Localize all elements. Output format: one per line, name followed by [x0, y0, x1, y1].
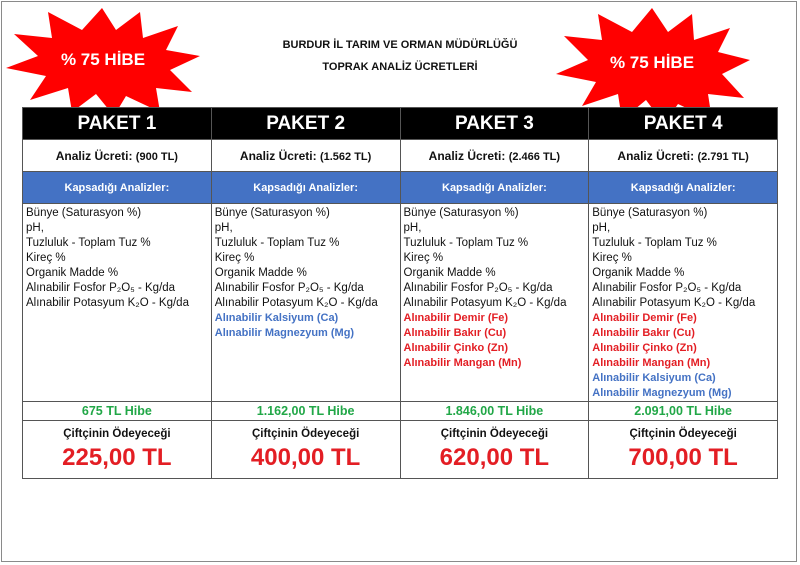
- coverage-header: Kapsadığı Analizler:: [23, 172, 212, 204]
- analysis-item: Bünye (Saturasyon %): [26, 207, 142, 219]
- package-1-fee: [23, 140, 212, 172]
- package-3-name: PAKET 3: [400, 108, 589, 140]
- payment-row: [23, 421, 778, 479]
- analysis-item: Alınabilir Potasyum K₂O - Kg/da: [403, 297, 567, 309]
- analysis-item: Tuzluluk - Toplam Tuz %: [403, 237, 529, 249]
- analysis-item: Bünye (Saturasyon %): [592, 207, 708, 219]
- analysis-item: Tuzluluk - Toplam Tuz %: [26, 237, 151, 249]
- payer-label: Çiftçinin Ödeyeceği: [251, 428, 360, 440]
- analysis-item: Kireç %: [403, 252, 444, 264]
- package-1-analysis-list: [23, 204, 212, 402]
- fee-label: Analiz Ücreti:: [617, 148, 695, 163]
- fee-label: Analiz Ücreti:: [55, 148, 133, 163]
- package-3-payment: [400, 421, 589, 479]
- package-4-analysis-list: [589, 204, 778, 402]
- fee-value: (900 TL): [135, 150, 178, 163]
- payment-amount: 225,00 TL: [62, 444, 172, 471]
- package-1-payment: [23, 421, 212, 479]
- analysis-item: Kireç %: [26, 252, 66, 264]
- package-4-name: PAKET 4: [589, 108, 778, 140]
- analysis-item: Alınabilir Potasyum K₂O - Kg/da: [214, 297, 378, 309]
- analysis-item: Organik Madde %: [592, 267, 685, 279]
- coverage-header-row: [23, 172, 778, 204]
- analysis-item: Bünye (Saturasyon %): [403, 207, 519, 219]
- analysis-item: pH,: [26, 222, 44, 234]
- fee-label: Analiz Ücreti:: [239, 148, 317, 163]
- analysis-item: pH,: [592, 222, 611, 234]
- extra-analysis-item: Alınabilir Bakır (Cu): [592, 327, 695, 339]
- fee-row: [23, 140, 778, 172]
- analysis-item: Alınabilir Fosfor P₂O₅ - Kg/da: [403, 282, 553, 294]
- fee-label: Analiz Ücreti:: [428, 148, 506, 163]
- page-title: BURDUR İL TARIM VE ORMAN MÜDÜRLÜĞÜ: [282, 39, 518, 51]
- coverage-header: Kapsadığı Analizler:: [211, 172, 400, 204]
- package-3-grant: 1.846,00 TL Hibe: [400, 402, 589, 421]
- extra-analysis-item: Alınabilir Çinko (Zn): [592, 342, 697, 354]
- package-4-grant: 2.091,00 TL Hibe: [589, 402, 778, 421]
- fee-value: (1.562 TL): [319, 150, 372, 163]
- coverage-header: Kapsadığı Analizler:: [400, 172, 589, 204]
- analysis-item: Alınabilir Fosfor P₂O₅ - Kg/da: [214, 282, 364, 294]
- analysis-item: Alınabilir Potasyum K₂O - Kg/da: [26, 297, 189, 309]
- payment-amount: 620,00 TL: [439, 444, 550, 471]
- package-2-grant: 1.162,00 TL Hibe: [211, 402, 400, 421]
- left-burst-label: % 75 HİBE: [60, 50, 146, 69]
- analysis-item: Organik Madde %: [214, 267, 307, 279]
- analysis-item: Organik Madde %: [26, 267, 119, 279]
- payment-amount: 700,00 TL: [628, 444, 738, 471]
- right-burst-label: % 75 HİBE: [609, 53, 695, 72]
- analysis-item: Organik Madde %: [403, 267, 496, 279]
- analysis-item: pH,: [403, 222, 422, 234]
- extra-analysis-item: Alınabilir Demir (Fe): [592, 312, 697, 324]
- package-4-payment: [589, 421, 778, 479]
- extra-analysis-item: Alınabilir Çinko (Zn): [403, 342, 508, 354]
- grant-row: [23, 402, 778, 421]
- extra-analysis-item: Alınabilir Demir (Fe): [403, 312, 509, 324]
- package-1-grant: 675 TL Hibe: [23, 402, 212, 421]
- package-3-fee: [400, 140, 589, 172]
- extra-analysis-item: Alınabilir Kalsiyum (Ca): [592, 372, 716, 384]
- package-4-fee: [589, 140, 778, 172]
- analysis-item: Kireç %: [592, 252, 632, 264]
- extra-analysis-item: Alınabilir Kalsiyum (Ca): [214, 312, 339, 324]
- extra-analysis-item: Alınabilir Mangan (Mn): [403, 357, 522, 369]
- extra-analysis-item: Alınabilir Mangan (Mn): [592, 357, 711, 369]
- package-3-analysis-list: [400, 204, 589, 402]
- package-2-analysis-list: [211, 204, 400, 402]
- analysis-item: pH,: [214, 222, 233, 234]
- package-table: [22, 107, 778, 479]
- analysis-item: Bünye (Saturasyon %): [214, 207, 330, 219]
- payer-label: Çiftçinin Ödeyeceği: [63, 428, 171, 440]
- analysis-item: Tuzluluk - Toplam Tuz %: [592, 237, 717, 249]
- analysis-item: Alınabilir Fosfor P₂O₅ - Kg/da: [26, 282, 176, 294]
- page-subtitle: TOPRAK ANALİZ ÜCRETLERİ: [322, 61, 478, 73]
- extra-analysis-item: Alınabilir Magnezyum (Mg): [592, 387, 732, 399]
- package-2-fee: [211, 140, 400, 172]
- analysis-item: Alınabilir Potasyum K₂O - Kg/da: [592, 297, 756, 309]
- payer-label: Çiftçinin Ödeyeceği: [440, 428, 549, 440]
- fee-value: (2.466 TL): [508, 150, 561, 163]
- analysis-item: Kireç %: [214, 252, 255, 264]
- package-2-payment: [211, 421, 400, 479]
- coverage-header: Kapsadığı Analizler:: [589, 172, 778, 204]
- analysis-item: Tuzluluk - Toplam Tuz %: [214, 237, 340, 249]
- payment-amount: 400,00 TL: [250, 444, 361, 471]
- extra-analysis-item: Alınabilir Bakır (Cu): [403, 327, 507, 339]
- package-1-name: PAKET 1: [23, 108, 212, 140]
- payer-label: Çiftçinin Ödeyeceği: [629, 428, 737, 440]
- package-name-row: [23, 108, 778, 140]
- fee-value: (2.791 TL): [697, 150, 749, 163]
- analysis-list-row: [23, 204, 778, 402]
- analysis-item: Alınabilir Fosfor P₂O₅ - Kg/da: [592, 282, 742, 294]
- extra-analysis-item: Alınabilir Magnezyum (Mg): [214, 327, 355, 339]
- package-2-name: PAKET 2: [211, 108, 400, 140]
